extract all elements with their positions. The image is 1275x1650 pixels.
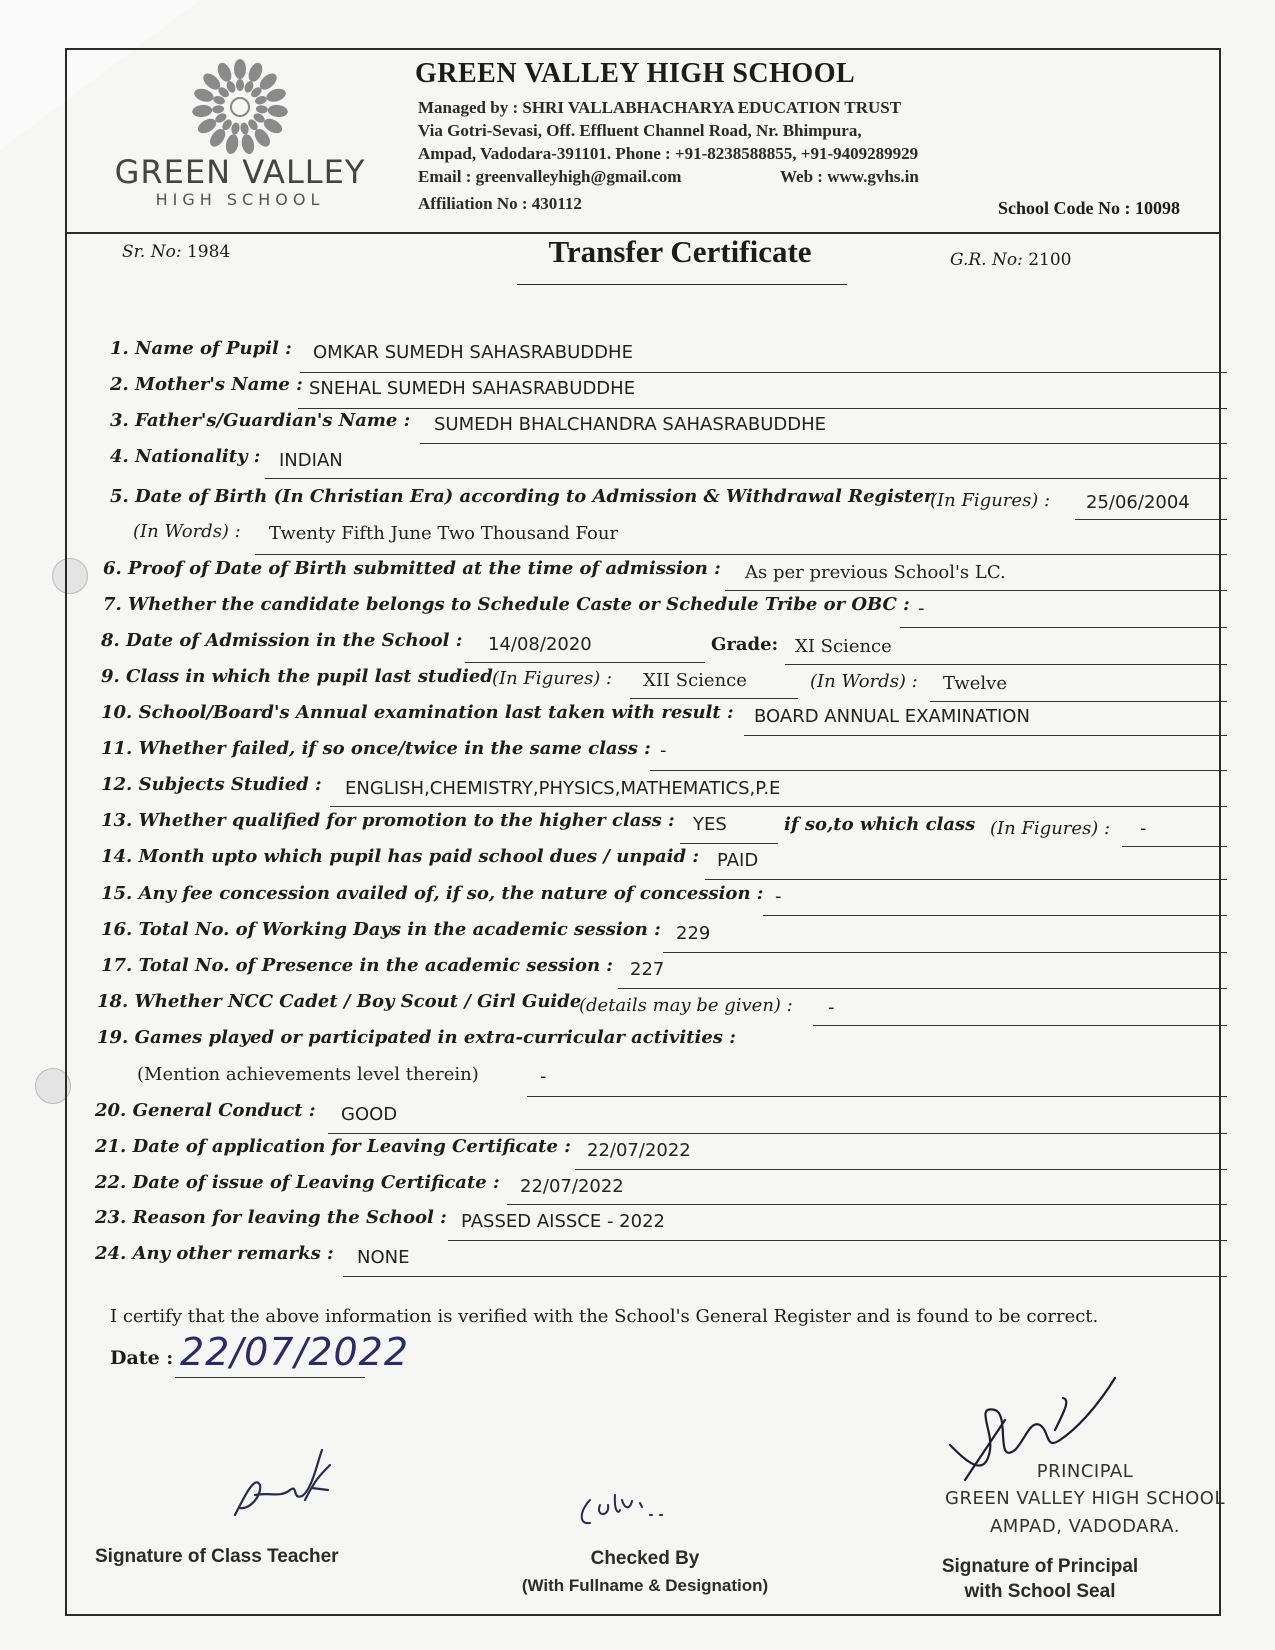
field-underline xyxy=(298,408,1227,409)
field-label-reason-for-leaving: 23. Reason for leaving the School : xyxy=(95,1207,447,1228)
field-value-father-name: SUMEDH BHALCHANDRA SAHASRABUDDHE xyxy=(434,414,826,435)
field-underline xyxy=(300,372,1227,373)
stamp-location: AMPAD, VADODARA. xyxy=(989,1516,1181,1537)
field-underline xyxy=(265,478,1227,479)
field-label-annual-examination: 10. School/Board's Annual examination last taken with result : xyxy=(101,702,734,723)
stamp-school-name: GREEN VALLEY HIGH SCHOOL xyxy=(945,1488,1225,1509)
field-label-nationality: 4. Nationality : xyxy=(110,446,261,467)
certification-statement: I certify that the above information is verified with the School's General Register and is found to be correct. xyxy=(110,1306,1099,1327)
field-value-date-of-application: 22/07/2022 xyxy=(587,1140,691,1161)
field-underline xyxy=(618,988,1227,989)
field-label-working-days: 16. Total No. of Working Days in the academic session : xyxy=(101,919,661,940)
field-underline xyxy=(705,879,1227,880)
field-underline xyxy=(575,1169,1227,1170)
principal-seal-caption: with School Seal xyxy=(964,1581,1116,1602)
field-label-subjects-studied: 12. Subjects Studied : xyxy=(101,774,322,795)
field-value-caste: - xyxy=(918,598,925,619)
field-underline xyxy=(930,701,1227,702)
field-value-class-figures: XII Science xyxy=(643,670,747,691)
field-label-ncc: 18. Whether NCC Cadet / Boy Scout / Girl Guide xyxy=(97,991,582,1012)
gr-number-label: G.R. No: xyxy=(950,250,1023,270)
serial-number-value: 1984 xyxy=(186,242,231,262)
field-underline xyxy=(680,843,778,844)
gr-number-value: 2100 xyxy=(1028,250,1072,270)
date-underline xyxy=(175,1377,365,1378)
address-line-2: Ampad, Vadodara-391101. Phone : +91-8238588855, +91-9409289929 xyxy=(418,144,919,163)
field-label-extra-curricular: 19. Games played or participated in extra-curricular activities : xyxy=(97,1027,736,1048)
field-label-promotion-figures: (In Figures) : xyxy=(990,818,1111,839)
field-value-dob-figures: 25/06/2004 xyxy=(1086,492,1190,513)
field-underline xyxy=(448,1240,1227,1241)
principal-signature-caption: Signature of Principal xyxy=(941,1556,1139,1577)
field-value-failed: - xyxy=(660,740,667,761)
field-label-dob-words: (In Words) : xyxy=(133,521,241,542)
field-value-ncc: - xyxy=(828,997,835,1018)
field-underline xyxy=(465,662,705,663)
field-label-class-last-studied: 9. Class in which the pupil last studied xyxy=(101,666,493,687)
field-label-name-of-pupil: 1. Name of Pupil : xyxy=(110,338,292,359)
field-label-date-of-application: 21. Date of application for Leaving Certificate : xyxy=(95,1136,571,1157)
field-underline xyxy=(785,664,1227,665)
flower-logo-icon xyxy=(185,55,295,160)
field-label-date-of-birth: 5. Date of Birth (In Christian Era) according to Admission & Withdrawal Register xyxy=(110,486,934,507)
field-value-mother-name: SNEHAL SUMEDH SAHASRABUDDHE xyxy=(309,378,636,399)
field-label-date-of-admission: 8. Date of Admission in the School : xyxy=(101,630,463,651)
field-value-nationality: INDIAN xyxy=(279,450,343,471)
field-label-school-dues: 14. Month upto which pupil has paid school dues / unpaid : xyxy=(101,846,699,867)
email: Email : greenvalleyhigh@gmail.com xyxy=(418,167,682,186)
field-label-mother-name: 2. Mother's Name : xyxy=(110,374,303,395)
field-value-date-of-admission: 14/08/2020 xyxy=(488,634,592,655)
field-value-proof-of-dob: As per previous School's LC. xyxy=(745,562,1006,583)
field-value-extra-curricular: - xyxy=(540,1066,547,1087)
field-value-general-conduct: GOOD xyxy=(341,1104,398,1125)
class-teacher-caption: Signature of Class Teacher xyxy=(95,1546,339,1567)
checked-by-caption: Checked By xyxy=(590,1548,700,1569)
logo-subtitle: HIGH SCHOOL xyxy=(155,190,325,209)
field-value-other-remarks: NONE xyxy=(357,1247,410,1268)
field-underline xyxy=(527,1096,1227,1097)
field-value-working-days: 229 xyxy=(676,923,711,944)
checked-by-signature xyxy=(570,1475,690,1535)
field-underline xyxy=(663,952,1227,953)
checked-by-subcaption: (With Fullname & Designation) xyxy=(521,1576,769,1595)
field-value-fee-concession: - xyxy=(775,886,782,907)
field-value-date-of-issue: 22/07/2022 xyxy=(520,1176,624,1197)
field-label-extra-curricular-sub: (Mention achievements level therein) xyxy=(137,1064,479,1085)
field-label-general-conduct: 20. General Conduct : xyxy=(95,1100,316,1121)
field-underline xyxy=(763,915,1227,916)
field-label-presence: 17. Total No. of Presence in the academic session : xyxy=(101,955,613,976)
field-underline xyxy=(725,590,1227,591)
field-underline xyxy=(255,554,1227,555)
field-value-dob-words: Twenty Fifth June Two Thousand Four xyxy=(269,523,619,544)
field-label-promotion-class: if so,to which class xyxy=(784,814,976,835)
field-value-presence: 227 xyxy=(630,959,665,980)
field-value-name-of-pupil: OMKAR SUMEDH SAHASRABUDDHE xyxy=(313,342,633,363)
field-label-proof-of-dob: 6. Proof of Date of Birth submitted at the time of admission : xyxy=(103,558,721,579)
field-value-promotion-figures: - xyxy=(1140,818,1147,839)
field-underline xyxy=(507,1204,1227,1205)
field-label-date-of-issue: 22. Date of issue of Leaving Certificate : xyxy=(95,1172,500,1193)
field-underline xyxy=(420,443,1227,444)
field-label-grade: Grade: xyxy=(711,634,779,655)
gr-number xyxy=(950,250,1072,270)
field-label-father-name: 3. Father's/Guardian's Name : xyxy=(110,410,411,431)
field-label-other-remarks: 24. Any other remarks : xyxy=(95,1243,334,1264)
field-value-annual-examination: BOARD ANNUAL EXAMINATION xyxy=(754,706,1030,727)
school-name: GREEN VALLEY HIGH SCHOOL xyxy=(415,58,856,89)
field-underline xyxy=(330,806,1227,807)
field-underline xyxy=(650,770,1227,771)
field-value-class-words: Twelve xyxy=(943,673,1008,694)
affiliation-number: Affiliation No : 430112 xyxy=(418,194,582,213)
field-value-promotion: YES xyxy=(693,814,727,835)
field-underline xyxy=(630,698,798,699)
field-value-school-dues: PAID xyxy=(717,850,759,871)
school-code: School Code No : 10098 xyxy=(997,198,1180,218)
field-label-caste: 7. Whether the candidate belongs to Schedule Caste or Schedule Tribe or OBC : xyxy=(103,594,910,615)
date-label: Date : xyxy=(110,1347,174,1369)
managed-by: Managed by : SHRI VALLABHACHARYA EDUCATION TRUST xyxy=(418,98,902,117)
handwritten-date: 22/07/2022 xyxy=(180,1330,410,1374)
title-underline xyxy=(517,284,847,285)
class-teacher-signature xyxy=(220,1440,340,1530)
field-underline xyxy=(900,627,1227,628)
field-value-reason-for-leaving: PASSED AISSCE - 2022 xyxy=(461,1211,665,1232)
website: Web : www.gvhs.in xyxy=(780,167,919,186)
stamp-principal: PRINCIPAL xyxy=(1036,1461,1134,1482)
field-underline xyxy=(813,1025,1227,1026)
field-underline xyxy=(328,1133,1227,1134)
serial-number-label: Sr. No: xyxy=(122,242,182,262)
field-label-dob-figures: (In Figures) : xyxy=(930,490,1051,511)
field-label-class-words: (In Words) : xyxy=(810,671,918,692)
field-underline xyxy=(343,1276,1227,1277)
school-logo xyxy=(105,55,375,210)
serial-number xyxy=(122,242,230,262)
field-underline xyxy=(1122,846,1227,847)
certificate-title: Transfer Certificate xyxy=(548,234,812,269)
field-underline xyxy=(1075,519,1227,520)
field-label-fee-concession: 15. Any fee concession availed of, if so, the nature of concession : xyxy=(101,883,764,904)
field-underline xyxy=(744,735,1227,736)
field-value-subjects-studied: ENGLISH,CHEMISTRY,PHYSICS,MATHEMATICS,P.E xyxy=(345,778,781,799)
field-label-promotion: 13. Whether qualified for promotion to the higher class : xyxy=(101,810,675,831)
logo-name: GREEN VALLEY xyxy=(114,153,366,191)
field-label-class-figures: (In Figures) : xyxy=(492,668,613,689)
address-line-1: Via Gotri-Sevasi, Off. Effluent Channel Road, Nr. Bhimpura, xyxy=(418,121,862,140)
field-label-ncc-details: (details may be given) : xyxy=(579,995,793,1016)
field-label-failed: 11. Whether failed, if so once/twice in the same class : xyxy=(101,738,651,759)
field-value-grade: XI Science xyxy=(795,636,892,657)
